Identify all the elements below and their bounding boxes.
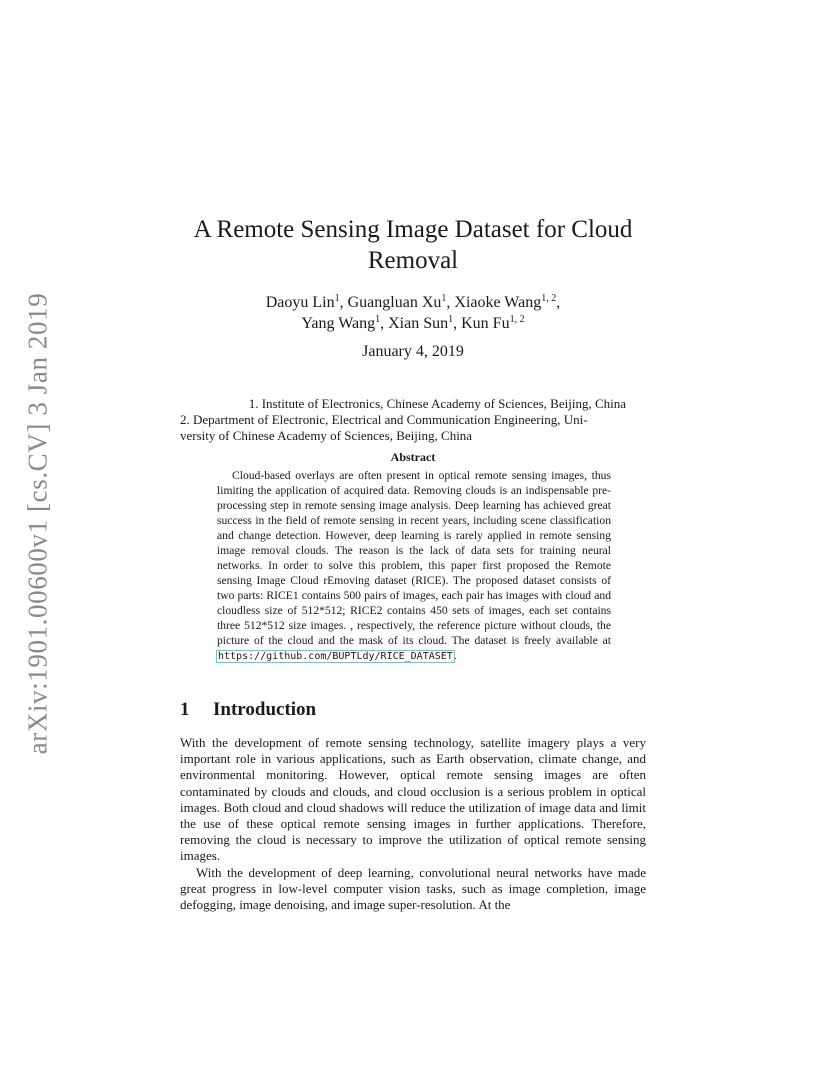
dataset-link[interactable]: https://github.com/BUPTLdy/RICE_DATASET bbox=[218, 651, 453, 662]
author-affiliation-mark: 1, 2 bbox=[509, 314, 525, 325]
section-number: 1 bbox=[180, 699, 190, 720]
paper-title: A Remote Sensing Image Dataset for Cloud Removal bbox=[193, 216, 633, 274]
author-separator: , bbox=[380, 315, 389, 332]
author-separator: , bbox=[446, 294, 455, 311]
paragraph: With the development of deep learning, convolutional neural networks have made great progress in low-level computer vision tasks, such as image completion, image defogging, image denoising, and image super-resolution. At the bbox=[180, 864, 646, 913]
author-separator: , bbox=[556, 294, 561, 311]
paragraph: With the development of remote sensing technology, satellite imagery plays a very important role in various applications, such as Earth observation, climate change, and environmental monitoring. However, optical remote sensing images are often contaminated by clouds and clouds, and cloud occlusion is a serious problem in optical images. Both cloud and cloud shadows will reduce the utilization of image data and limit the use of these optical remote sensing images in further applications. Therefore, removing the cloud is necessary to improve the utilization of optical remote sensing images. bbox=[180, 735, 646, 864]
author-line-2 bbox=[180, 313, 646, 334]
introduction-body bbox=[180, 735, 646, 913]
author-name: Xian Sun bbox=[388, 315, 449, 332]
affiliation-2-line-2: versity of Chinese Academy of Sciences, Beijing, China bbox=[180, 428, 473, 443]
author-list bbox=[180, 292, 646, 334]
author-name: Yang Wang bbox=[301, 315, 376, 332]
section-title: Introduction bbox=[213, 699, 317, 720]
affiliation-2-line-1: 2. Department of Electronic, Electrical and Communication Engineering, Uni- bbox=[180, 412, 588, 427]
author-name: Xiaoke Wang bbox=[454, 294, 542, 311]
author-separator: , bbox=[453, 315, 462, 332]
author-affiliation-mark: 1 bbox=[375, 314, 381, 325]
author-separator: , bbox=[339, 294, 348, 311]
section-heading-introduction bbox=[180, 699, 646, 721]
abstract-text: Cloud-based overlays are often present in optical remote sensing images, thus limiting the application of acquired data. Removing clouds is an indispensable pre-processing step in remote sensing image analysis. Deep learning has achieved great success in the field of remote sensing in recent years, including scene classification and change detection. However, deep learning is rarely applied in remote sensing image removal clouds. The reason is the lack of data sets for training neural networks. In order to solve this problem, this paper first proposed the Remote sensing Image Cloud rEmoving dataset (RICE). The proposed dataset consists of two parts: RICE1 contains 500 pairs of images, each pair has images with cloud and cloudless size of 512*512; RICE2 contains 450 sets of images, each set contains three 512*512 size images. , respectively, the reference picture without clouds, the picture of the cloud and the mask of its cloud. The dataset is freely available at bbox=[217, 469, 611, 647]
author-name: Kun Fu bbox=[461, 315, 510, 332]
abstract-heading: Abstract bbox=[390, 450, 436, 464]
author-affiliation-mark: 1 bbox=[334, 293, 340, 304]
affiliation-1: 1. Institute of Electronics, Chinese Academy of Sciences, Beijing, China bbox=[248, 396, 626, 411]
arxiv-identifier: arXiv:1901.00600v1 [cs.CV] 3 Jan 2019 bbox=[22, 292, 53, 754]
author-name: Guangluan Xu bbox=[347, 294, 442, 311]
abstract-body bbox=[217, 468, 611, 664]
author-line-1 bbox=[180, 292, 646, 313]
abstract-end-punctuation: . bbox=[453, 649, 457, 662]
author-name: Daoyu Lin bbox=[265, 294, 335, 311]
arxiv-side-stamp bbox=[18, 292, 58, 754]
author-affiliation-mark: 1 bbox=[448, 314, 454, 325]
publication-date: January 4, 2019 bbox=[362, 343, 464, 360]
affiliations bbox=[180, 396, 646, 444]
author-affiliation-mark: 1, 2 bbox=[541, 293, 557, 304]
author-affiliation-mark: 1 bbox=[441, 293, 447, 304]
